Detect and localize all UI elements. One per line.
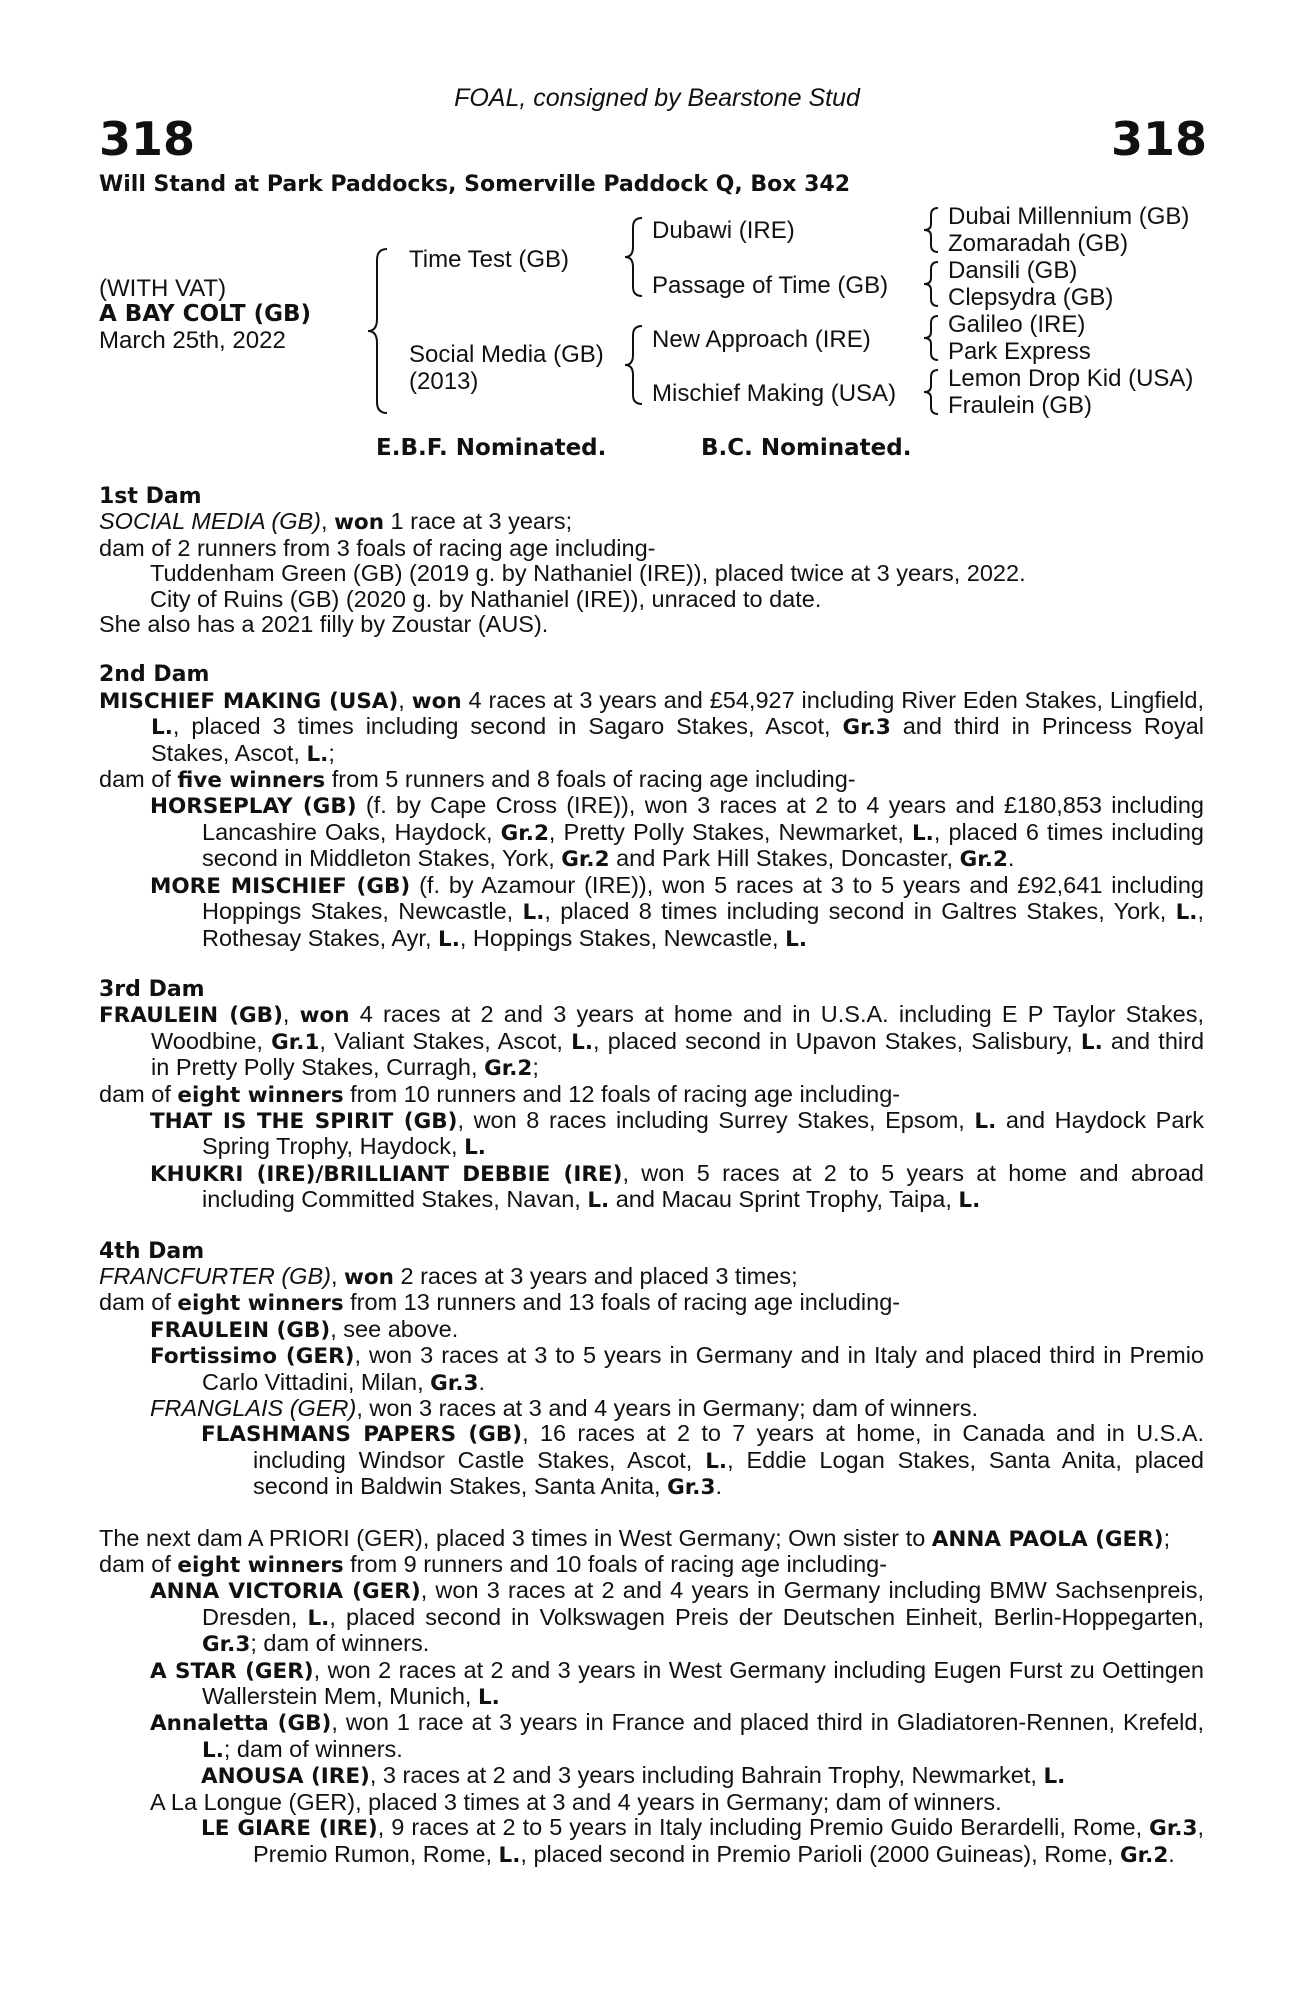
bold-text: L. [1175,900,1198,926]
sire-line-brace [622,215,650,299]
text-run: (f. by Azamour (IRE)), won 5 races at 3 to 5 years and £92,641 including Hoppings Stakes, Newcastle, [202,871,1204,925]
entry-line [99,1264,1204,1290]
text-run: ; [532,1054,539,1081]
bold-text: five winners [177,768,326,794]
bold-text: Gr.3 [667,1475,716,1501]
first-dam-section [99,484,1204,637]
granddam-4: Fraulein (GB) [948,392,1093,419]
text-run: , won 2 races at 2 and 3 years in West Germany including Eugen Furst zu Oettingen Wallerstein Mem, Munich, [202,1656,1204,1710]
text-run: dam of [99,1289,178,1316]
entry-line [99,1001,1205,1082]
bold-text: Gr.3 [430,1370,479,1396]
granddam-1: Zomaradah (GB) [948,230,1129,257]
second-dam-heading: 2nd Dam [99,662,210,688]
italic-text: SOCIAL MEDIA (GB) [99,508,321,535]
text-run: The next dam A PRIORI (GER), placed 3 times in West Germany; Own sister to [99,1524,932,1551]
text-run: . [1007,845,1015,872]
entry-line [150,792,1205,873]
text-run: , Rothesay Stakes, Ayr, [202,898,1204,951]
bold-text: Fortissimo (GER) [150,1344,355,1370]
text-run: and Haydock Park Spring Trophy, Haydock, [202,1106,1204,1160]
bold-text: won [344,1264,394,1290]
text-run: , [330,1262,345,1289]
entry-line [150,560,1204,587]
second-dam-lines [99,688,1204,952]
text-run: , see above. [330,1315,459,1342]
text-run: A La Longue (GER), placed 3 times at 3 and 4 years in Germany; dam of winners. [150,1788,1002,1815]
horse-name: A BAY COLT (GB) [99,301,312,327]
text-run: , placed second in Premio Parioli (2000 Guineas), Rome, [520,1840,1120,1867]
entry-line [99,1290,1204,1316]
text-run: , [321,508,335,535]
bold-text: eight winners [177,1553,344,1579]
entry-line [150,1656,1204,1711]
bold-text: eight winners [177,1291,344,1317]
text-run: and third in Princess Royal Stakes, Ascot, [151,713,1204,766]
bold-text: L. [1080,1029,1103,1055]
italic-text: FRANCFURTER (GB) [99,1262,331,1289]
g-brace-3 [920,314,944,362]
lot-number-left: 318 [99,112,196,166]
entry-line [99,767,1204,793]
text-run: , 9 races at 2 to 5 years in Italy including Premio Guido Berardelli, Rome, [377,1814,1150,1841]
bold-text: L. [438,926,460,952]
bold-text: L. [498,1842,521,1868]
bold-text: MISCHIEF MAKING (USA) [99,688,399,714]
entry-line [99,536,1204,561]
bold-text: Gr.2 [484,1056,533,1082]
bold-text: Gr.2 [959,847,1008,873]
fourth-dam-section [99,1239,1204,1501]
bold-text: MORE MISCHIEF (GB) [150,873,411,899]
bold-text: FRAULEIN (GB) [99,1003,283,1029]
text-run: , [282,1001,300,1028]
granddam-3: Park Express [948,338,1091,365]
entry-line [150,1342,1204,1396]
bold-text: KHUKRI (IRE)/BRILLIANT DEBBIE (IRE) [150,1161,623,1187]
bold-text: Gr.3 [1149,1816,1198,1842]
entry-line [150,1577,1204,1658]
bold-text: won [334,510,385,536]
bold-text: L. [911,820,934,846]
bold-text: ANNA VICTORIA (GER) [150,1579,421,1605]
bold-text: L. [587,1188,610,1214]
entry-line [201,1762,1204,1790]
text-run: ; [1163,1524,1171,1551]
text-run: 2 races at 3 years and placed 3 times; [393,1262,798,1289]
bold-text: won [299,1003,350,1029]
text-run: (f. by Cape Cross (IRE)), won 3 races at 2 to 4 years and £180,853 including Lancashire Oaks, Haydock, [202,792,1205,845]
text-run: dam of [99,1551,178,1578]
text-run: , Premio Rumon, Rome, [253,1814,1205,1867]
text-run: and third in Pretty Polly Stakes, Curragh, [151,1027,1205,1081]
bold-text: Gr.3 [842,715,891,741]
bold-text: won [411,688,462,714]
text-run: . [1168,1840,1175,1867]
bold-text: L. [958,1188,981,1214]
fourth-dam-lines [99,1264,1204,1501]
sire-name: Time Test (GB) [409,246,570,273]
text-run: . [715,1473,722,1500]
bold-text: Annaletta (GB) [150,1711,332,1737]
grandsire-2: Dansili (GB) [948,257,1078,284]
text-run: , Hoppings Stakes, Newcastle, [459,924,786,951]
bold-text: Gr.2 [561,847,610,873]
bold-text: L. [307,1605,330,1631]
text-run: ; [328,739,335,766]
g-brace-4 [920,368,944,416]
vat-note: (WITH VAT) [99,275,227,302]
dam-foaling-year: (2013) [409,368,479,395]
text-run: , won 3 races at 2 and 4 years in Germany including BMW Sachsenpreis, Dresden, [202,1577,1204,1630]
entry-line [150,1395,1204,1421]
entry-line [99,1082,1204,1108]
text-run: , won 3 races at 3 and 4 years in Germany; dam of winners. [356,1395,979,1421]
text-run: from 10 runners and 12 foals of racing age including- [343,1080,901,1107]
bold-text: L. [151,715,173,741]
ebf-nominated: E.B.F. Nominated. [376,435,607,461]
text-run: ; dam of winners. [223,1735,403,1762]
text-run: from 9 runners and 10 foals of racing age including- [343,1551,888,1578]
text-run: , placed 8 times including second in Galtres Stakes, York, [544,898,1176,925]
text-run: , placed second in Volkswagen Preis der Deutschen Einheit, Berlin-Hoppegarten, [329,1603,1204,1630]
dam-sire: New Approach (IRE) [652,326,871,353]
second-dam-section [99,662,1204,951]
next-dam-section [99,1526,1204,1868]
third-dam-section [99,977,1204,1214]
bold-text: Gr.1 [271,1029,320,1055]
text-run: dam of 2 runners from 3 foals of racing age including- [99,534,656,561]
bold-text: L. [571,1029,594,1055]
text-run: 1 race at 3 years; [384,508,573,535]
bold-text: ANNA PAOLA (GER) [931,1526,1164,1552]
catalogue-body [99,484,1204,1893]
bold-text: HORSEPLAY (GB) [150,794,357,820]
text-run: and Park Hill Stakes, Doncaster, [609,845,960,872]
text-run: , won 5 races at 2 to 5 years at home and abroad including Committed Stakes, Navan, [202,1159,1205,1213]
text-run: 4 races at 3 years and £54,927 including River Eden Stakes, Lingfield, [461,686,1204,713]
granddam-2: Clepsydra (GB) [948,284,1114,311]
g-brace-1 [920,206,944,254]
first-dam-heading: 1st Dam [99,484,202,509]
bold-text: A STAR (GER) [150,1658,314,1684]
text-run: , placed 3 times including second in Sagaro Stakes, Ascot, [172,713,843,740]
sire-sire: Dubawi (IRE) [652,217,795,244]
consignment-line: FOAL, consigned by Bearstone Stud [454,84,860,112]
bold-text: LE GIARE (IRE) [201,1816,378,1842]
bold-text: L. [522,900,545,926]
text-run: Tuddenham Green (GB) (2019 g. by Nathaniel (IRE)), placed twice at 3 years, 2022. [150,560,1026,587]
entry-line [201,1420,1204,1501]
entry-line [150,1788,1204,1815]
bold-text: THAT IS THE SPIRIT (GB) [150,1108,458,1134]
entry-line [150,585,1204,612]
entry-line [150,1315,1204,1343]
text-run: , won 8 races including Surrey Stakes, Epsom, [457,1106,975,1133]
text-run: , Valiant Stakes, Ascot, [319,1027,572,1054]
entry-line [150,871,1204,952]
text-run: , Pretty Polly Stakes, Newmarket, [548,818,912,845]
bold-text: L. [974,1108,997,1134]
bold-text: FLASHMANS PAPERS (GB) [201,1422,523,1448]
g-brace-2 [920,260,944,308]
text-run: and Macau Sprint Trophy, Taipa, [609,1186,959,1213]
grandsire-3: Galileo (IRE) [948,311,1086,338]
text-run: , won 3 races at 3 to 5 years in Germany and in Italy and placed third in Premio Carlo Vittadini, Milan, [202,1342,1204,1395]
entry-line [99,1524,1204,1552]
entry-line [150,1159,1205,1214]
sire-dam-brace [365,246,397,416]
bold-text: FRAULEIN (GB) [150,1317,331,1343]
entry-line [150,1106,1204,1161]
entry-line [201,1814,1205,1868]
text-run: , placed second in Upavon Stakes, Salisbury, [593,1027,1081,1054]
text-run: She also has a 2021 filly by Zoustar (AUS). [99,611,549,638]
grandsire-1: Dubai Millennium (GB) [948,203,1190,230]
text-run: City of Ruins (GB) (2020 g. by Nathaniel (IRE)), unraced to date. [150,585,822,612]
bold-text: L. [477,1685,500,1711]
text-run: , 3 races at 2 and 3 years including Bahrain Trophy, Newmarket, [369,1762,1044,1789]
text-run: 4 races at 2 and 3 years at home and in U.S.A. including E P Taylor Stakes, Woodbine, [151,1001,1205,1054]
sire-dam: Passage of Time (GB) [652,272,889,299]
entry-line [99,1552,1204,1578]
text-run: dam of [99,766,178,793]
bc-nominated: B.C. Nominated. [701,435,912,461]
entry-line [150,1709,1204,1763]
bold-text: L. [1043,1764,1066,1790]
entry-line [99,686,1204,767]
bold-text: Gr.2 [500,820,549,846]
bold-text: L. [705,1448,728,1474]
text-run: from 13 runners and 13 foals of racing age including- [343,1289,901,1316]
text-run: , won 1 race at 3 years in France and placed third in Gladiatoren-Rennen, Krefeld, [331,1709,1204,1736]
text-run: dam of [99,1080,178,1107]
first-dam-lines [99,509,1204,637]
bold-text: eight winners [177,1082,344,1108]
entry-line [99,509,1204,535]
dam-line-brace [622,323,650,407]
bold-text: L. [464,1135,486,1161]
entry-line [99,612,1204,637]
italic-text: FRANGLAIS (GER) [150,1395,357,1421]
dam-dam: Mischief Making (USA) [652,380,897,407]
fourth-dam-heading: 4th Dam [99,1238,205,1264]
foaling-date: March 25th, 2022 [99,327,286,354]
stand-location: Will Stand at Park Paddocks, Somerville Paddock Q, Box 342 [99,172,851,197]
text-run: , 16 races at 2 to 7 years at home, in Canada and in U.S.A. including Windsor Castle Stakes, Ascot, [253,1420,1204,1473]
bold-text: L. [202,1737,224,1763]
text-run: ; dam of winners. [250,1630,430,1657]
grandsire-4: Lemon Drop Kid (USA) [948,365,1194,392]
bold-text: L. [785,926,807,952]
next-dam-lines [99,1526,1204,1868]
third-dam-heading: 3rd Dam [99,976,205,1002]
dam-name: Social Media (GB) [409,341,604,368]
text-run: , Eddie Logan Stakes, Santa Anita, placed second in Baldwin Stakes, Santa Anita, [253,1446,1204,1500]
text-run: . [478,1368,485,1395]
third-dam-lines [99,1002,1204,1213]
bold-text: ANOUSA (IRE) [201,1764,370,1790]
text-run: , placed 6 times including second in Middleton Stakes, York, [202,818,1204,872]
lot-number-right: 318 [1110,112,1207,166]
text-run: from 5 runners and 8 foals of racing age including- [325,766,856,793]
bold-text: L. [306,741,329,767]
bold-text: Gr.3 [202,1632,251,1658]
text-run: , [398,686,412,713]
bold-text: Gr.2 [1119,1842,1169,1868]
